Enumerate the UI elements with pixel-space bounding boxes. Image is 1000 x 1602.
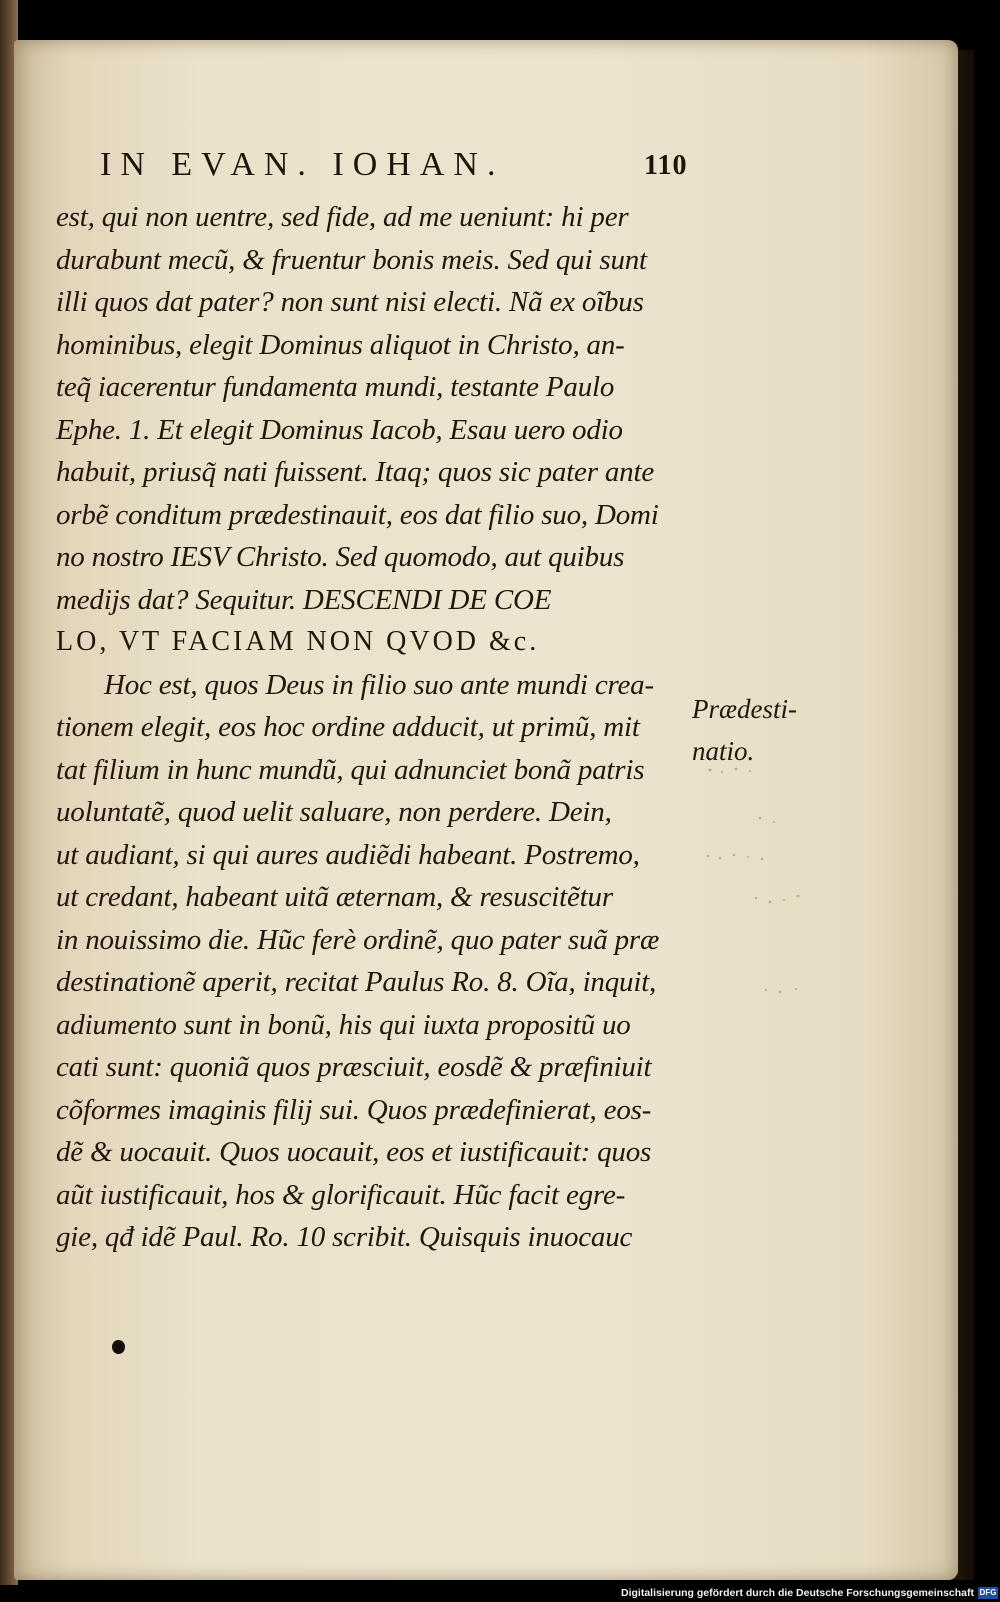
dfg-logo: DFG <box>979 1588 997 1597</box>
margin-note-line: Prædesti- <box>692 694 797 724</box>
text-line: durabunt mecũ, & fruentur bonis meis. Sed qui sunt <box>56 243 647 276</box>
text-line: teq̃ iacerentur fundamenta mundi, testante Paulo <box>56 371 615 403</box>
text-line: orbẽ conditum prædestinauit, eos dat filio suo, Domi <box>56 498 659 531</box>
text-line: no nostro IESV Christo. Sed quomodo, aut quibus <box>56 541 625 573</box>
text-line: Ephe. 1. Et elegit Dominus Iacob, Esau uero odio <box>56 413 623 446</box>
text-line: hominibus, elegit Dominus aliquot in Christo, an- <box>56 328 625 361</box>
text-line: cati sunt: quoniã quos præsciuit, eosdẽ & præfiniuit <box>56 1051 652 1083</box>
text-line: in nouissimo die. Hũc ferè ordinẽ, quo pater suã præ <box>56 923 660 956</box>
text-line: dẽ & uocauit. Quos uocauit, eos et iustificauit: quos <box>56 1136 652 1168</box>
text-line: destinationẽ aperit, recitat Paulus Ro. 8. Oĩa, inquit, <box>56 966 657 998</box>
text-line: medijs dat? Sequitur. DESCENDI DE COE <box>56 583 552 616</box>
funding-credit: Digitalisierung gefördert durch die Deutsche Forschungsgemeinschaft <box>621 1587 974 1599</box>
text-line: Hoc est, quos Deus in filio suo ante mundi crea- <box>104 668 654 701</box>
body-text <box>56 196 696 1259</box>
text-line: ut audiant, si qui aures audiẽdi habeant. Postremo, <box>56 838 640 871</box>
text-line: habuit, priusq̃ nati fuissent. Itaq; quos sic pater ante <box>56 456 654 488</box>
text-line: uoluntatẽ, quod uelit saluare, non perdere. Dein, <box>56 796 612 828</box>
running-head: IN EVAN. IOHAN. <box>100 146 505 183</box>
text-line: adiumento sunt in bonũ, his qui iuxta propositũ uo <box>56 1008 631 1041</box>
text-line: tionem elegit, eos hoc ordine adducit, ut primũ, mit <box>56 711 640 743</box>
ink-offset-traces <box>700 760 820 1000</box>
margin-note-line: natio. <box>692 736 755 766</box>
text-line: gie, qđ idẽ Paul. Ro. 10 scribit. Quisquis inuocauc <box>56 1221 633 1253</box>
text-line: cõformes imaginis filij sui. Quos prædefinierat, eos- <box>56 1093 652 1126</box>
text-line: ut credant, habeant uitã æternam, & resuscitẽtur <box>56 881 613 913</box>
text-line: aũt iustificauit, hos & glorificauit. Hũc facit egre- <box>56 1178 626 1211</box>
text-line: tat filium in hunc mundũ, qui adnunciet bonã patris <box>56 753 645 786</box>
text-line: illi quos dat pater? non sunt nisi electi. Nã ex oĩbus <box>56 286 644 318</box>
text-line: LO, VT FACIAM NON QVOD &c. <box>56 626 540 657</box>
page-number: 110 <box>644 150 688 181</box>
text-line: est, qui non uentre, sed fide, ad me ueniunt: hi per <box>56 201 629 233</box>
ink-blot <box>112 1340 125 1354</box>
